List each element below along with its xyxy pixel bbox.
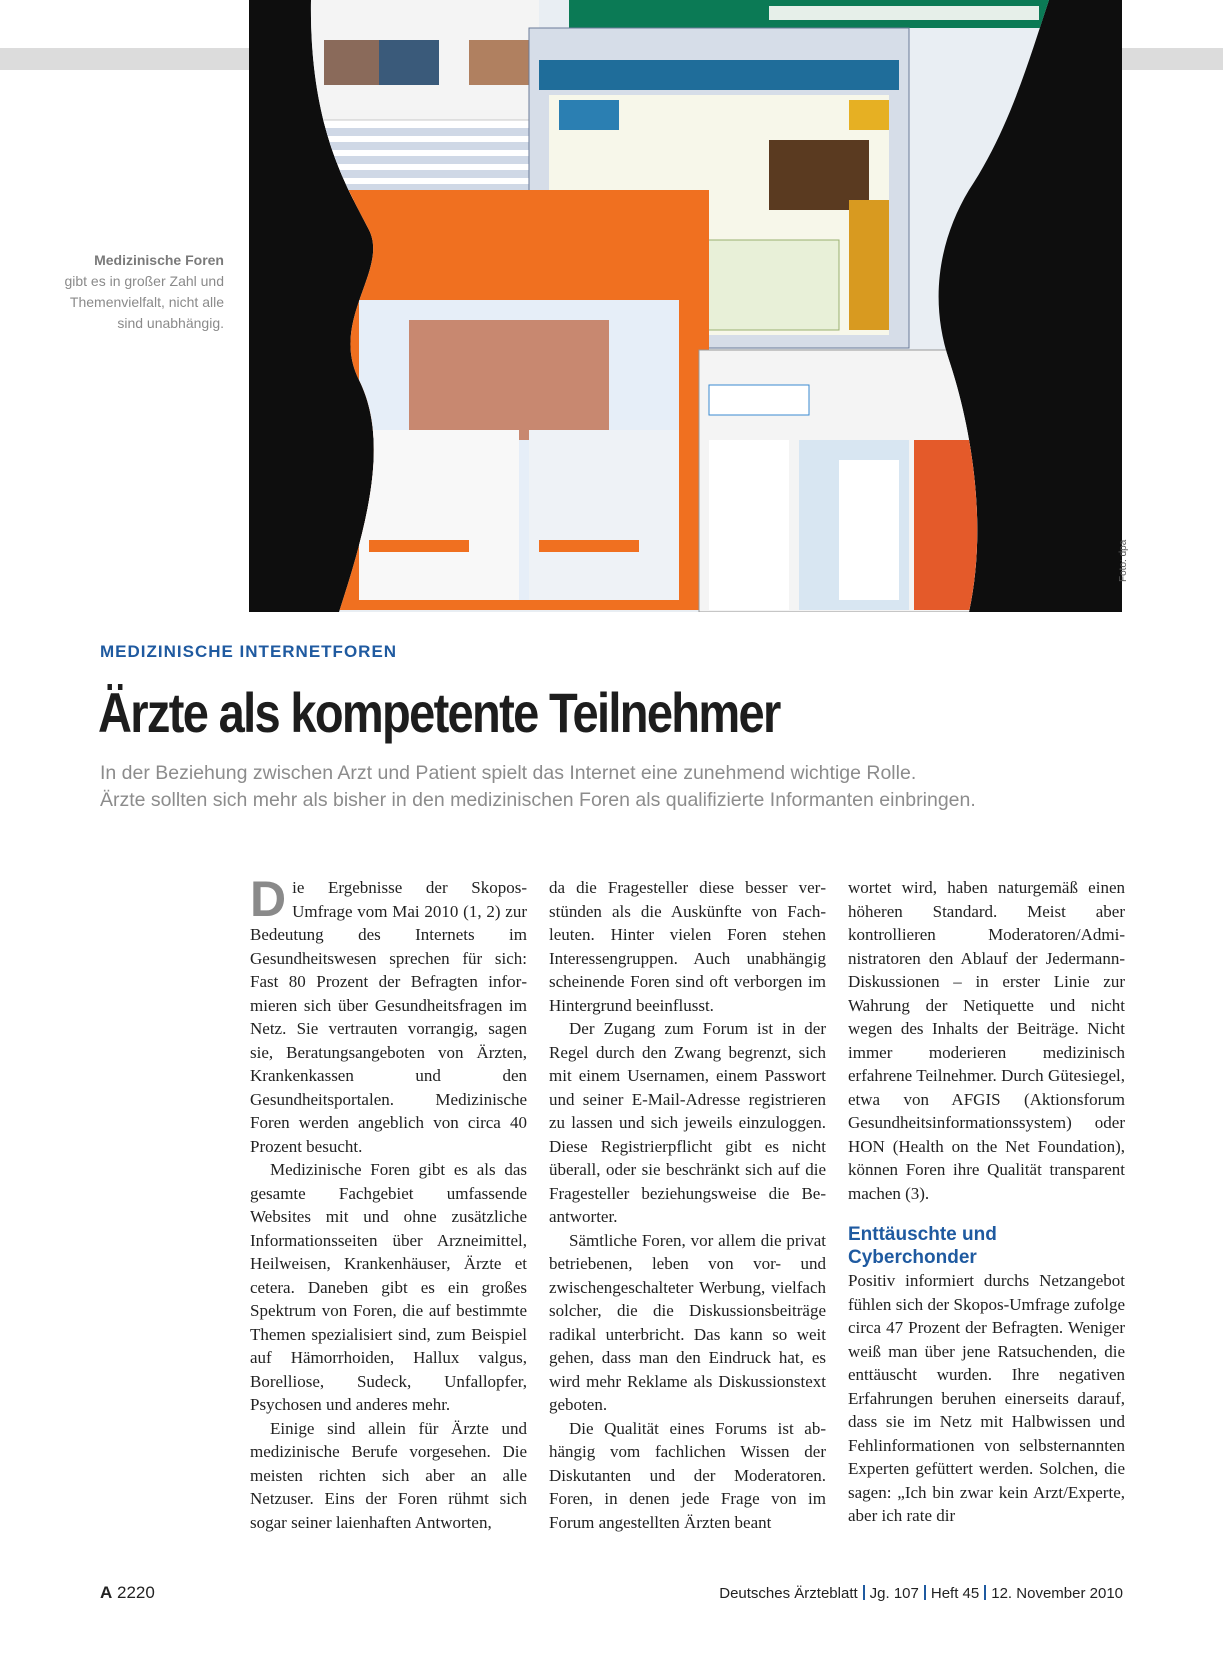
text-column-1 bbox=[250, 871, 527, 1534]
page-number-value: 2220 bbox=[117, 1583, 155, 1602]
paragraph-text: ie Ergebnisse der Skopos-Umfrage vom Mai 2010 (1, 2) zur Bedeutung des Internets im Gesundheitswesen sprechen für sich: Fast 80 Prozent der Befragten informieren sich über Gesundheitsfragen im Netz. Sie vertrauten vorrangig, sagen sie, Beratungsangeboten von Ärzten, Krankenkassen und den Gesundheitsportalen. Medizinische Foren werden angeblich von circa 40 Prozent besucht. bbox=[250, 878, 527, 1156]
paragraph: Sämtliche Foren, vor allem die privat betriebenen, leben von vor- und zwischengeschalteter Werbung, vielfach solcher, die die Diskussionsbeiträge radikal unterbricht. Das kann so weit gehen, dass man den Eindruck hat, es wird mehr Reklame als Diskussionstext geboten. bbox=[549, 1230, 826, 1414]
journal-info bbox=[719, 1585, 1123, 1602]
journal-date: 12. November 2010 bbox=[991, 1585, 1123, 1602]
page-prefix: A bbox=[100, 1583, 113, 1602]
lead-line-1: In der Beziehung zwischen Arzt und Patient spielt das Internet eine zunehmend wichtige Rolle. bbox=[100, 762, 917, 784]
separator bbox=[924, 1585, 926, 1600]
section-subhead: Enttäuschte und Cyberchonder bbox=[848, 1224, 997, 1268]
article-photo bbox=[249, 0, 1122, 612]
caption-title: Medizinische Foren bbox=[94, 252, 224, 268]
text-column-2 bbox=[549, 876, 826, 1534]
journal-volume: Jg. 107 bbox=[869, 1585, 919, 1602]
page-number bbox=[100, 1583, 155, 1603]
caption-text: gibt es in großer Zahl und Themenvielfalt, nicht alle sind unabhängig. bbox=[64, 273, 224, 331]
paragraph bbox=[250, 871, 527, 1158]
dropcap: D bbox=[250, 871, 287, 927]
text-column-3 bbox=[848, 876, 1125, 1528]
paragraph: Die Qualität eines Forums ist abhängig vom fachlichen Wissen der Diskutanten und der Moderatoren. Foren, in denen jede Frage von im Forum angestellten Ärzten beant bbox=[549, 1418, 826, 1532]
paragraph: Positiv informiert durchs Netzangebot fühlen sich der Skopos-Umfrage zufolge circa 47 Prozent der Befragten. Weniger weiß man über jene Ratsuchenden, die enttäuscht wurden. Ihre negativen Erfahrungen beruhen einerseits darauf, dass sie im Netz mit Halbwissen und Fehlinformationen von selbsternannten Experten gefüttert werden. Solchen, die sagen: „Ich bin zwar kein Arzt/Experte, aber ich rate dir bbox=[848, 1271, 1125, 1525]
paragraph: Der Zugang zum Forum ist in der Regel durch den Zwang begrenzt, sich mit einem Usernamen, einem Passwort und seiner E-Mail-Adresse registrieren zu lassen und sich jeweils einzuloggen. Diese Registrierpflicht gibt es nicht überall, oder sie beschränkt sich auf die Fragesteller beziehungsweise die Beantworter. bbox=[549, 1019, 826, 1226]
separator bbox=[863, 1585, 865, 1600]
journal-name: Deutsches Ärzteblatt bbox=[719, 1585, 858, 1602]
paragraph: wortet wird, haben naturgemäß einen höheren Standard. Meist aber kontrollieren Moderatoren/Administratoren den Ablauf der Jedermann-Diskussionen – in erster Linie zur Wahrung der Netiquette und nicht wegen des Inhalts der Beiträge. Nicht immer moderieren medizinisch erfahrene Teilnehmer. Durch Gütesiegel, etwa von AFGIS (Aktionsforum Gesundheitsinformationssystem) oder HON (Health on the Net Foundation), können Foren ihre Qualität transparent machen (3). bbox=[848, 878, 1125, 1203]
forum-screenshot-collage-image bbox=[249, 0, 1122, 612]
lead-line-2: Ärzte sollten sich mehr als bisher in den medizinischen Foren als qualifizierte Informanten einbringen. bbox=[100, 789, 976, 811]
article-kicker: MEDIZINISCHE INTERNETFOREN bbox=[100, 642, 398, 661]
paragraph: da die Fragesteller diese besser verstünden als die Auskünfte von Fachleuten. Hinter vielen Foren stehen Interessengruppen. Auch unabhängig scheinende Foren sind oft verborgen im Hintergrund beeinflusst. bbox=[549, 878, 826, 1015]
paragraph: Einige sind allein für Ärzte und medizinische Berufe vorgesehen. Die meisten richten sich aber an alle Netzuser. Eins der Foren rühmt sich sogar seiner laienhaften Antworten, bbox=[250, 1418, 527, 1532]
journal-issue: Heft 45 bbox=[930, 1585, 980, 1602]
article-lead bbox=[100, 760, 1160, 814]
article-headline: Ärzte als kompetente Teilnehmer bbox=[98, 681, 780, 744]
separator bbox=[984, 1585, 986, 1600]
photo-credit: Foto: dpa bbox=[1118, 539, 1129, 582]
paragraph: Medizinische Foren gibt es als das gesamte Fachgebiet umfassende Websites mit und ohne zusätzliche Informationsseiten über Arzneimittel, Heilweisen, Krankenhäuser, Ärzte et cetera. Daneben gibt es ein großes Spektrum von Foren, die auf bestimmte Themen spezialisiert sind, zum Beispiel auf Hämorrhoiden, Hallux valgus, Borelliose, Sudeck, Unfallopfer, Psychosen und anderes mehr. bbox=[250, 1160, 527, 1414]
photo-caption bbox=[60, 250, 224, 334]
